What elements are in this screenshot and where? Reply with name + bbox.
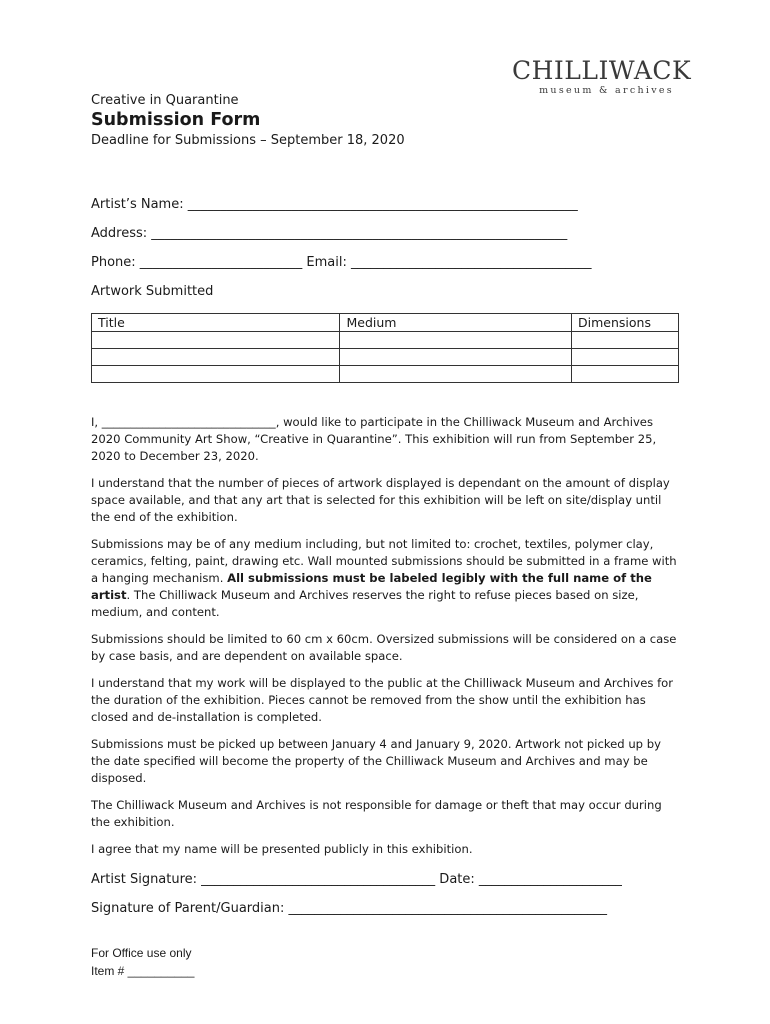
parent-signature-field[interactable]: Signature of Parent/Guardian: _________________________________________________ [91,901,607,916]
artist-signature-field[interactable]: Artist Signature: ____________________________________ Date: ______________________ [91,872,622,887]
address-field[interactable]: Address: ________________________________________________________________ [91,226,568,241]
medium-statement [91,536,683,621]
size-limit-statement: Submissions should be limited to 60 cm x 60cm. Oversized submissions will be considered on a case by case basis, and are dependent on available space. [91,632,677,663]
logo-subtitle: museum & archives [539,85,674,96]
table-row [92,366,679,383]
public-display-statement: I understand that my work will be displayed to the public at the Chilliwack Museum and Archives for the duration of the exhibition. Pieces cannot be removed from the show until the exhibition has closed and de-installation is completed. [91,676,674,724]
column-header-medium: Medium [340,314,572,332]
table-cell[interactable] [572,349,679,366]
deadline-text: Deadline for Submissions – September 18, 2020 [91,133,405,148]
item-number-field[interactable]: Item # __________ [91,964,195,978]
liability-statement: The Chilliwack Museum and Archives is not responsible for damage or theft that may occur during the exhibition. [91,798,662,829]
table-row [92,349,679,366]
terms-body [91,414,683,858]
table-cell[interactable] [340,349,572,366]
name-consent-statement: I agree that my name will be presented publicly in this exhibition. [91,842,473,856]
office-use-label: For Office use only [91,946,192,960]
column-header-dimensions: Dimensions [572,314,679,332]
table-cell[interactable] [340,332,572,349]
chilliwack-museum-logo [512,56,692,97]
pickup-statement: Submissions must be picked up between January 4 and January 9, 2020. Artwork not picked up by the date specified will become the property of the Chilliwack Museum and Archives and may be disposed. [91,737,661,785]
page-title: Submission Form [91,110,261,130]
medium-text: Submissions may be of any medium including, but not limited to: crochet, textiles, polymer clay, ceramics, felting, paint, drawing etc. Wall mounted submissions should be submitted in a frame with a hanging mechanism. [91,537,677,585]
column-header-title: Title [92,314,340,332]
table-cell[interactable] [572,332,679,349]
table-header-row [92,314,679,332]
labeling-requirement: All submissions must be labeled legibly with the full name of the artist [91,571,652,602]
table-cell[interactable] [340,366,572,383]
table-cell[interactable] [92,332,340,349]
form-kicker: Creative in Quarantine [91,93,239,108]
table-cell[interactable] [572,366,679,383]
artist-name-field[interactable]: Artist’s Name: ____________________________________________________________ [91,197,578,212]
table-cell[interactable] [92,366,340,383]
table-cell[interactable] [92,349,340,366]
display-space-statement: I understand that the number of pieces of artwork displayed is dependant on the amount of display space available, and that any art that is selected for this exhibition will be left on site/display until the end of the exhibition. [91,476,670,524]
refusal-text: . The Chilliwack Museum and Archives reserves the right to refuse pieces based on size, medium, and content. [91,588,639,619]
table-row [92,332,679,349]
phone-email-field[interactable]: Phone: _________________________ Email: _____________________________________ [91,255,592,270]
participation-statement: I, ______________________________, would like to participate in the Chilliwack Museum and Archives 2020 Community Art Show, “Creative in Quarantine”. This exhibition will run from September 25, 2020 to December 23, 2020. [91,415,657,463]
artwork-section-heading: Artwork Submitted [91,284,214,299]
artwork-table [91,313,679,383]
logo-wordmark: CHILLIWACK [512,56,692,85]
